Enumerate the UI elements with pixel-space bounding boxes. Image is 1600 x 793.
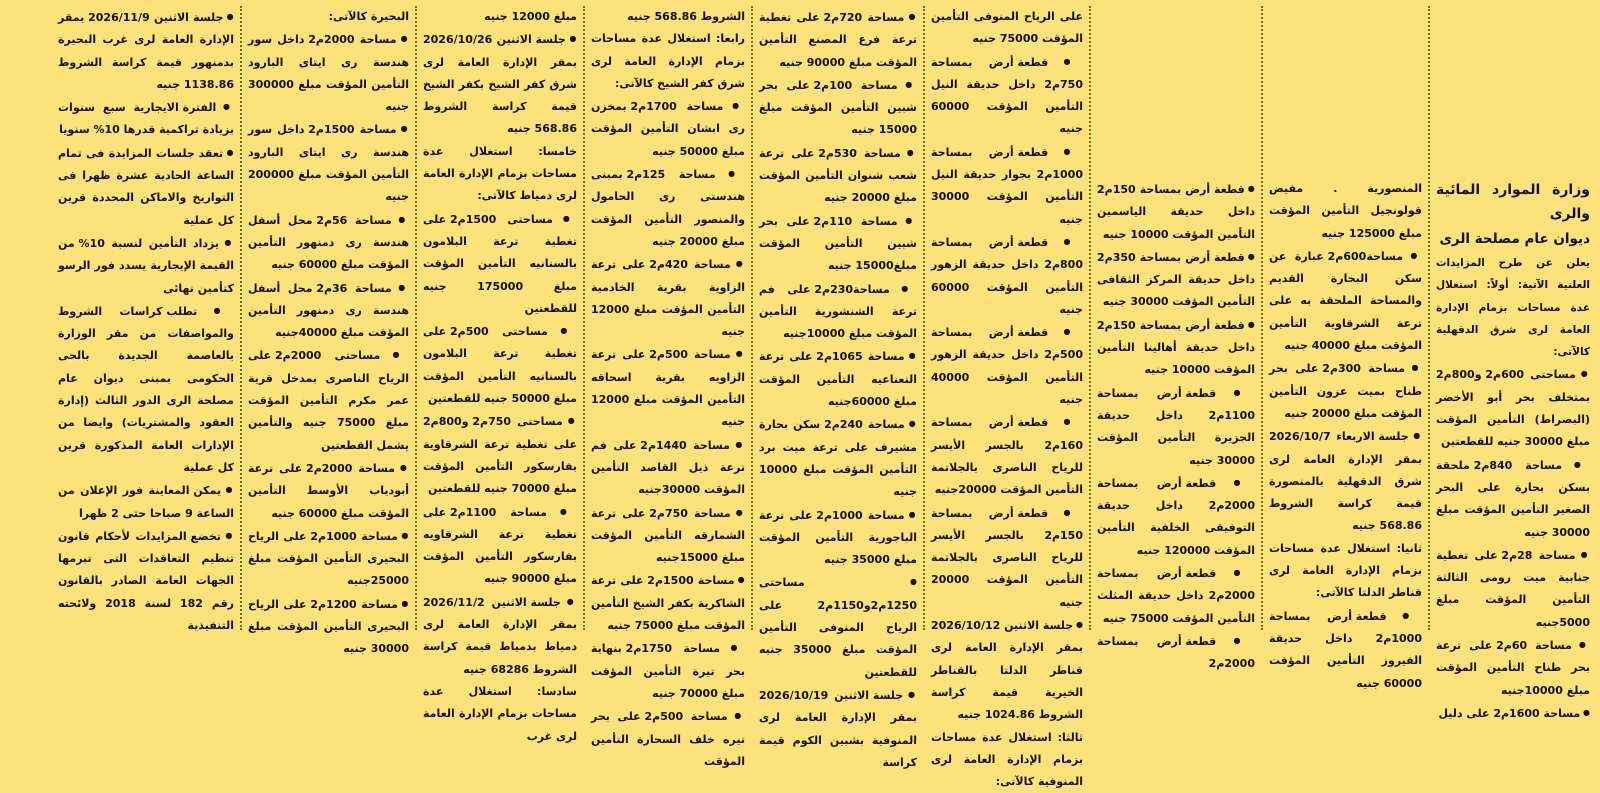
bullet-item: ● مساحة230م2 على فم ترعة الشنشورية التأمين المؤقت مبلغ 10000جنيه xyxy=(759,278,917,346)
bullet-item: ● مساحة 240م2 سكن بحارة مشيرف على ترعة ميت برد التأمين المؤقت مبلغ 10000 جنيه xyxy=(759,413,917,503)
bullet-item: ● مساحة600م2 عبارة عن سكن البحارة القديم والمساحة الملحقة به على ترعة الشرقاوية التأمين المؤقت مبلغ 40000 جنيه xyxy=(1269,245,1422,357)
bullet-item: ● مساحة 1500م2 على ترعة الشاكرية بكفر الشيخ التأمين المؤقت مبلغ 75000 جنيه xyxy=(591,569,745,637)
text-column-6 xyxy=(583,6,751,630)
paragraph: الشروط 568.86 جنيه xyxy=(591,6,745,28)
bullet-item: ● تعقد جلسات المزايدة فى تمام الساعة الحادية عشرة ظهرا فى التواريخ والاماكن المحددة قرين كل عملية xyxy=(58,142,234,232)
bullet-item: ● مساحة 1750م2 بنهاية بحر تيرة التأمين المؤقت مبلغ 70000 جنيه xyxy=(591,637,745,705)
paragraph: خامسا: استغلال عدة مساحات بزمام الإدارة العامة لرى دمياط كالآتى: xyxy=(423,141,577,208)
bullet-item: ● قطعة أرض بمساحة 350م2 داخل حديقة المركز الثقافى التأمين المؤقت 30000 جنيه xyxy=(1097,246,1255,314)
bullet-item: ● مساحة 1065م2 على ترعة النعناعيه التأمين المؤقت مبلغ 60000جنيه xyxy=(759,345,917,413)
bullet-item: ● مساحة 530م2 على ترعة شعب شنوان التأمين المؤقت مبلغ 20000 جنيه xyxy=(759,142,917,210)
paragraph: يعلن عن طرح المزايدات العلنية الآتية: أولاً: استغلال عدة مساحات بزمام الإدارة العامة لرى شرق الدقهلية كالآتى: xyxy=(1436,252,1590,363)
bullet-item: ● مساحة 1000م2 على ترعة الباجورية التأمين المؤقت مبلغ 35000 جنيه xyxy=(759,504,917,572)
bullet-item: ● تطلب كراسات الشروط والمواصفات من مقر الوزارة بالعاصمة الجديدة بالحى الحكومى بمبنى ديوان عام مصلحة الرى الدور الثالث (إدارة العقود والمشتريات) وايضا من الإدارات العامة المذكورة قرين كل عملية xyxy=(58,300,234,479)
bullet-item: ● مساحة 1440م2 على فم ترعة ذيل القاصد التأمين المؤقت 30000جنيه xyxy=(591,434,745,502)
bullet-item: ● مساحتى 2000م2 على الرياح الناصرى بمدخل قرية عمر مكرم التأمين المؤقت مبلغ 75000 جنيه والتأمين يشمل القطعتين xyxy=(248,344,409,456)
bullet-item: ● مساحة 750م2 على ترعة الشمارقه التأمين المؤقت مبلغ 15000جنيه xyxy=(591,502,745,570)
paragraph: المنصورية . مفيض قولونجيل التأمين المؤقت مبلغ 125000 جنيه xyxy=(1269,178,1422,245)
bullet-item: ● مساحة 1600م2 على دليل xyxy=(1436,702,1590,725)
bullet-item: ● مساحتى 1500م2 على تغطية ترعة البلامون بالسنانيه التأمين المؤقت مبلغ 175000 جنيه للقطعتين xyxy=(423,208,577,320)
paragraph: ثالثا: استغلال عدة مساحات بزمام الإدارة العامة لرى المنوفية كالآتى: xyxy=(931,727,1083,793)
bullet-item: ● مساحتى 500م2 على تغطية ترعة البلامون بالسنانيه التأمين المؤقت مبلغ 50000 جنيه للقطعتين xyxy=(423,320,577,410)
bullet-item: ● مساحة 500م2 على بحر تيره خلف السحارة التأمين المؤقت xyxy=(591,705,745,773)
bullet-item: ● مساحة 1200م2 على الرياح البحيرى التأمين المؤقت مبلغ 30000 جنيه xyxy=(248,593,409,661)
text-column-2 xyxy=(1261,6,1428,630)
text-column-8 xyxy=(240,6,415,630)
bullet-item: ● جلسة الاثنين 2026/10/26 بمقر الإدارة العامة لرى شرق كفر الشيخ بكفر الشيخ قيمة كراسة الشروط 568.86 جنيه xyxy=(423,28,577,140)
bullet-item: ● مساحة 56م2 محل أسفل هندسة رى دمنهور التأمين المؤقت مبلغ 60000 جنيه xyxy=(248,209,409,277)
bullet-item: ● مساحتى 600م2 و800م2 بمتخلف بحر أبو الأخضر (البصراط) التأمين المؤقت مبلغ 30000 جنيه للقطعتين xyxy=(1436,363,1590,453)
paragraph: البحيرة كالآتى: xyxy=(248,6,409,28)
bullet-item: ● مساحة 1500م2 داخل سور هندسة رى ايتاى البارود التأمين المؤقت مبلغ 200000 جنيه xyxy=(248,118,409,208)
bullet-item: ● قطعة أرض بمساحة 2000م2 xyxy=(1097,630,1255,676)
bullet-item: ● مساحة 2000م2 على ترعة أبودياب الأوسط التأمين المؤقت مبلغ 60000 جنيه xyxy=(248,457,409,525)
text-column-9 xyxy=(52,6,240,630)
bullet-item: ● قطعة أرض بمساحة 1000م2 بجوار حديقة النيل التأمين المؤقت 30000 جنيه xyxy=(931,141,1083,231)
paragraph: سادسا: استغلال عدة مساحات بزمام الإدارة العامة لرى غرب xyxy=(423,681,577,748)
bullet-item: ● مساحة 2000م2 داخل سور هندسة رى ايتاى البارود التأمين المؤقت مبلغ 300000 جنيه xyxy=(248,28,409,118)
bullet-item: ● قطعة أرض بمساحة 150م2 داخل حديقة أهالينا التأمين المؤقت 10000 جنيه xyxy=(1097,314,1255,382)
paragraph: على الرياح المنوفى التأمين المؤقت 75000 جنيه xyxy=(931,6,1083,51)
bullet-item: ● مساحة 36م2 محل أسفل هندسة رى دمنهور التأمين المؤقت مبلغ 40000جنيه xyxy=(248,277,409,345)
bullet-item: ● مساحة 300م2 على بحر طناح بميت عزون التأمين المؤقت مبلغ 20000 جنيه xyxy=(1269,357,1422,425)
paragraph: رابعا: استغلال عدة مساحات بزمام الإدارة العامة لرى شرق كفر الشيخ كالآتى: xyxy=(591,28,745,95)
bullet-item: ● يزداد التأمين لنسبة 10% من القيمة الإيجارية يسدد فور الرسو كتأمين نهائى xyxy=(58,232,234,300)
bullet-item: ● تخضع المزايدات لأحكام قانون تنظيم التعاقدات التى تبرمها الجهات العامة الصادر بالقانون رقم 182 لسنة 2018 ولائحته التنفيذية xyxy=(58,525,234,637)
bullet-item: ● يمكن المعاينة فور الإعلان من الساعة 9 صباحا حتى 2 ظهرا xyxy=(58,479,234,525)
bullet-item: ● مساحة 720م2 على تغطية ترعة فرع المصنع التأمين المؤقت مبلغ 90000 جنيه xyxy=(759,6,917,74)
bullet-item: ● مساحة 60م2 على ترعة بحر طناح التأمين المؤقت مبلغ 10000جنيه xyxy=(1436,634,1590,702)
department-title: ديوان عام مصلحة الرى xyxy=(1436,226,1590,252)
text-column-3 xyxy=(1089,6,1261,630)
bullet-item: ● قطعة أرض بمساحة 750م2 داخل حديقة النيل التأمين المؤقت 60000 جنيه xyxy=(931,51,1083,141)
bullet-item: ● مساحتى 750م2 و800م2 على تغطية ترعة الشرقاوية بفارسكور التأمين المؤقت مبلغ 70000 جنيه للقطعتين xyxy=(423,410,577,500)
bullet-item: ● مساحة 28م2 على تغطية جنابية ميت رومى الثالثة التأمين المؤقت مبلغ 5000جنيه xyxy=(1436,544,1590,634)
bullet-item: ● قطعة أرض بمساحة 800م2 داخل حديقة الزهور التأمين المؤقت 60000 جنيه xyxy=(931,231,1083,321)
bullet-item: ● مساحة 125م2 بمبنى هندستى رى الحامول والمنصور التأمين المؤقت مبلغ 20000 جنيه xyxy=(591,163,745,253)
bullet-item: ● مساحتى 1250م2و1150م2 على الرياح المنوفى التأمين المؤقت مبلغ 35000 جنيه للقطعتين xyxy=(759,571,917,683)
bullet-item: ● قطعة أرض بمساحة 500م2 داخل حديقة الزهور التأمين المؤقت 40000 جنيه xyxy=(931,321,1083,411)
bullet-item: ● جلسة الاثنين 2026/10/12 بمقر الإدارة العامة لرى قناطر الدلتا بالقناطر الخيرية قيمة كراسة الشروط 1024.86 جنيه xyxy=(931,614,1083,726)
paragraph: ثانيا: استغلال عدة مساحات بزمام الإدارة العامة لرى قناطر الدلتا كالآتى: xyxy=(1269,538,1422,605)
bullet-item: ● مساحة 1700م2 بمخزن رى ابشان التأمين المؤقت مبلغ 50000 جنيه xyxy=(591,95,745,163)
bullet-item: ● مساحة 100م2 على بحر شبين التأمين المؤقت مبلغ 15000 جنيه xyxy=(759,74,917,142)
bullet-item: ● جلسة الاثنين 2026/11/2 بمقر الإدارة العامة لرى دمياط بدمياط قيمة كراسة الشروط 68286 جنيه xyxy=(423,591,577,681)
bullet-item: ● قطعة أرض بمساحة 1100م2 داخل حديقة الجزيرة التأمين المؤقت 30000 جنيه xyxy=(1097,382,1255,472)
bullet-item: ● مساحة 1000م2 على الرياح البحيرى التأمين المؤقت مبلغ 25000جنيه xyxy=(248,525,409,593)
bullet-item: ● مساحة 500م2 على ترعة الزاويه بقرية اسحاقه التأمين المؤقت مبلغ 12000 جنيه xyxy=(591,343,745,433)
bullet-item: ● جلسة الاربعاء 2026/10/7 بمقر الإدارة العامة لرى شرق الدقهلية بالمنصورة قيمة كراسة الشروط 568.86 جنيه xyxy=(1269,425,1422,537)
bullet-item: ● قطعة أرض بمساحة 1000م2 داخل حديقة الفيروز التأمين المؤقت 60000 جنيه xyxy=(1269,605,1422,695)
bullet-item: ● مساحة 110م2 على بحر شبين التأمين المؤقت مبلغ15000 جنيه xyxy=(759,210,917,278)
bullet-item: ● قطعة أرض بمساحة 150م2 بالجسر الأيسر للرياح الناصرى بالجلاتمة التأمين المؤقت 20000 جنيه xyxy=(931,502,1083,614)
bullet-item: ● قطعة أرض بمساحة 2000م2 داخل حديقة المثلث التأمين المؤقت 75000 جنيه xyxy=(1097,562,1255,630)
bullet-item: ● قطعة أرض بمساحة 150م2 داخل حديقة الياسمين التأمين المؤقت 10000 جنيه xyxy=(1097,178,1255,246)
bullet-item: ● جلسة الاثنين 2026/10/19 بمقر الإدارة العامة لرى المنوفية بشبين الكوم قيمة كراسة xyxy=(759,684,917,774)
bullet-item: ● قطعة أرض بمساحة 160م2 بالجسر الأيسر للرياح الناصرى بالجلاتمة التأمين المؤقت 20000جنيه xyxy=(931,411,1083,501)
ministry-title: وزارة الموارد المائية والرى xyxy=(1436,178,1590,226)
bullet-item: ● جلسة الاثنين 2026/11/9 بمقر الإدارة العامة لرى غرب البحيرة بدمنهور قيمة كراسة الشروط 1138.86 جنيه xyxy=(58,6,234,96)
bullet-item: ● الفترة الايجارية سبع سنوات بزيادة تراكمية قدرها 10% سنويا xyxy=(58,96,234,142)
paragraph: مبلغ 12000 جنيه xyxy=(423,6,577,28)
text-column-1 xyxy=(1428,6,1596,630)
bullet-item: ● مساحة 1100م2 على تغطية ترعة الشرقاويه بفارسكور التأمين المؤقت مبلغ 90000 جنيه xyxy=(423,501,577,591)
text-column-4 xyxy=(923,6,1089,630)
bullet-item: ● قطعة أرض بمساحة 2000م2 داخل حديقة التوفيقى الخلفية التأمين المؤقت 120000 جنيه xyxy=(1097,472,1255,562)
bullet-item: ● مساحة 840م2 ملحقة بسكن بحارة على البحر الصغير التأمين المؤقت مبلغ 30000 جنيه xyxy=(1436,454,1590,544)
bullet-item: ● مساحة 420م2 على ترعة الزاوية بقرية الخادمية التأمين المؤقت مبلغ 12000 جنيه xyxy=(591,253,745,343)
text-column-5 xyxy=(751,6,923,630)
text-column-7 xyxy=(415,6,583,630)
